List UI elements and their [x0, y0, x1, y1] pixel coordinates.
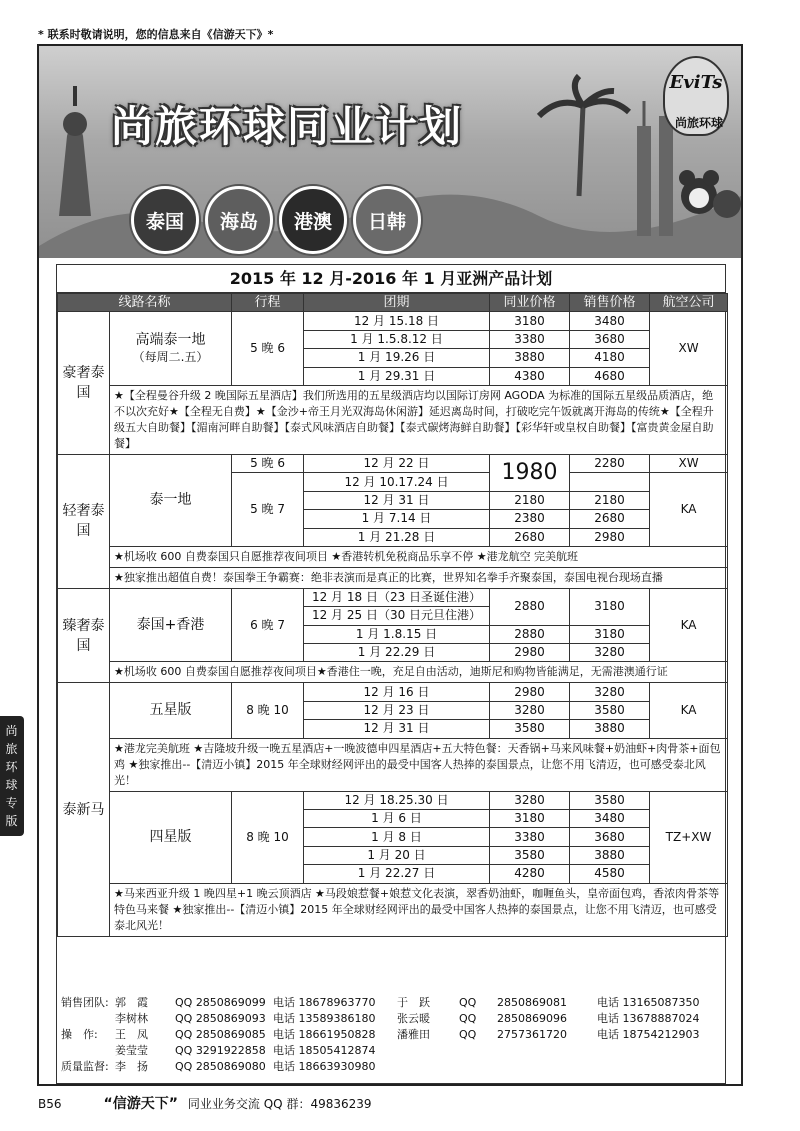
route-name: 泰国+香港	[110, 588, 232, 662]
phone: 电话 13589386180	[273, 1012, 376, 1025]
tag-japan-korea: 日韩	[353, 186, 421, 254]
sale-price: 4680	[570, 367, 650, 385]
trip-length: 8 晚 10	[232, 791, 304, 883]
qq: QQ 2850869085	[175, 1028, 266, 1041]
qq: QQ 2850869080	[175, 1060, 266, 1073]
side-tab: 尚旅环球专版	[0, 716, 24, 836]
tag-thailand: 泰国	[131, 186, 199, 254]
person: 张云暖	[397, 1012, 430, 1025]
route-note: ★独家推出超值自费！泰国拳王争霸赛：绝非表演而是真正的比赛，世界知名拳手齐聚泰国，泰国电视台现场直播	[110, 567, 728, 588]
trip-length: 5 晚 7	[232, 473, 304, 547]
airline: TZ+XW	[650, 791, 728, 883]
sale-price: 4580	[570, 865, 650, 883]
contact-row	[61, 995, 721, 1011]
trade-price: 2980	[490, 683, 570, 701]
trade-price: 2880	[490, 588, 570, 625]
route-title: 高端泰一地	[135, 331, 206, 348]
note-row	[58, 738, 728, 791]
trade-price: 2880	[490, 625, 570, 643]
trade-price: 3280	[490, 701, 570, 719]
trade-price: 2380	[490, 510, 570, 528]
sale-price: 2280	[570, 454, 650, 472]
phone: 电话 18663930980	[273, 1060, 376, 1073]
tag-hk-macau: 港澳	[279, 186, 347, 254]
col-route: 线路名称	[58, 294, 232, 312]
role: 操 作:	[61, 1028, 98, 1041]
category-label: 轻奢泰国	[58, 454, 110, 588]
route-note: ★机场收 600 自费泰国只自愿推荐夜间项目 ★香港转机免税商品乐享不停 ★港龙航空 完美航班	[110, 546, 728, 567]
airline: KA	[650, 473, 728, 547]
sale-price: 3180	[570, 625, 650, 643]
qq: 2757361720	[497, 1028, 567, 1041]
trade-price: 2680	[490, 528, 570, 546]
date: 1 月 1.8.15 日	[304, 625, 490, 643]
route-name	[110, 312, 232, 386]
sale-price: 3680	[570, 828, 650, 846]
table-header	[58, 294, 728, 312]
qq: 2850869081	[497, 996, 567, 1009]
role: 销售团队:	[61, 996, 109, 1009]
person: 郭 霞	[115, 996, 148, 1009]
trade-price: 4280	[490, 865, 570, 883]
date: 1 月 29.31 日	[304, 367, 490, 385]
date: 1 月 22.27 日	[304, 865, 490, 883]
route-note: ★马来西亚升级 1 晚四星+1 晚云顶酒店 ★马段娘惹餐+娘惹文化表演，翠香奶油虾，咖喱鱼头，皇帝面包鸡，香浓肉骨茶等特色马来餐 ★独家推出--【清迈小镇】2015 年全球财经网评出的最受中国客人热捧的泰国景点，让您不用飞清迈，也可感受泰北风光！	[110, 883, 728, 936]
category-label: 豪奢泰国	[58, 312, 110, 455]
sale-price: 2180	[570, 491, 650, 509]
person: 王 凤	[115, 1028, 148, 1041]
sale-price: 3880	[570, 846, 650, 864]
trip-length: 6 晚 7	[232, 588, 304, 662]
person: 潘雅田	[397, 1028, 430, 1041]
qq-label: QQ	[459, 1012, 477, 1025]
sale-price: 3180	[570, 588, 650, 625]
contact-row	[61, 1011, 721, 1027]
airline: XW	[650, 454, 728, 472]
date: 12 月 23 日	[304, 701, 490, 719]
brand-name: “信游天下”	[103, 1096, 178, 1112]
category-label: 泰新马	[58, 683, 110, 936]
route-note: ★港龙完美航班 ★吉隆坡升级一晚五星酒店+一晚波德申四星酒店+五大特色餐：天香锅+马来风味餐+奶油虾+肉骨茶+面包鸡 ★独家推出--【清迈小镇】2015 年全球财经网评出的最受中国客人热捧的泰国景点，让您不用飞清迈，也可感受泰北风光！	[110, 738, 728, 791]
banner	[39, 46, 741, 258]
trade-price: 1980	[490, 454, 570, 491]
sale-price: 3480	[570, 810, 650, 828]
date: 12 月 31 日	[304, 491, 490, 509]
qq: 2850869096	[497, 1012, 567, 1025]
trade-price: 3180	[490, 810, 570, 828]
brand-logo	[663, 56, 729, 136]
logo-text-cn: 尚旅环球	[674, 116, 723, 130]
table-row	[58, 791, 728, 809]
trip-length: 5 晚 6	[232, 312, 304, 386]
date: 1 月 1.5.8.12 日	[304, 330, 490, 348]
plan-title: 2015 年 12 月-2016 年 1 月亚洲产品计划	[57, 265, 725, 293]
date: 1 月 8 日	[304, 828, 490, 846]
route-name: 泰一地	[110, 454, 232, 546]
date: 12 月 10.17.24 日	[304, 473, 490, 491]
date: 12 月 18 日（23 日圣诞住港）	[304, 588, 490, 606]
person: 于 跃	[397, 996, 430, 1009]
qq-label: QQ	[459, 996, 477, 1009]
person: 姜莹莹	[115, 1044, 148, 1057]
tag-island: 海岛	[205, 186, 273, 254]
table-row	[58, 683, 728, 701]
trade-price: 2980	[490, 644, 570, 662]
top-note: * 联系时敬请说明，您的信息来自《信游天下》*	[38, 28, 274, 41]
banner-title: 尚旅环球同业计划	[111, 102, 464, 151]
sale-price: 3880	[570, 720, 650, 738]
contact-row	[61, 1059, 721, 1075]
phone: 电话 18678963770	[273, 996, 376, 1009]
note-row	[58, 546, 728, 567]
sale-price: 3280	[570, 683, 650, 701]
phone: 电话 18661950828	[273, 1028, 376, 1041]
table-row	[58, 312, 728, 330]
route-note: ★【全程曼谷升级 2 晚国际五星酒店】我们所选用的五星级酒店均以国际订房网 AGODA 为标准的国际五星级品质酒店，绝不以次充好★【全程无自费】★【金沙+帝王月光双海岛休闲游】延迟离岛时间，打破吃完午饭就离开海岛的传统★【全程升级五大自助餐】【湄南河畔自助餐】【泰式风味酒店自助餐】【泰式碳烤海鲜自助餐】【彩华轩或皇权自助餐】【富贵黄金屋自助餐】	[110, 385, 728, 454]
person: 李 扬	[115, 1060, 148, 1073]
airline: KA	[650, 683, 728, 738]
trade-price: 3380	[490, 330, 570, 348]
col-date: 团期	[304, 294, 490, 312]
trip-length: 5 晚 6	[232, 454, 304, 472]
trade-price: 3580	[490, 846, 570, 864]
page-number: B56	[38, 1097, 62, 1111]
col-airline: 航空公司	[650, 294, 728, 312]
table-row	[58, 588, 728, 606]
category-label: 臻奢泰国	[58, 588, 110, 683]
sale-price	[570, 473, 650, 491]
date: 12 月 31 日	[304, 720, 490, 738]
col-sale-price: 销售价格	[570, 294, 650, 312]
page-frame	[37, 44, 743, 1086]
sale-price: 3680	[570, 330, 650, 348]
note-row	[58, 662, 728, 683]
sale-price: 3480	[570, 312, 650, 330]
note-row	[58, 883, 728, 936]
trip-length: 8 晚 10	[232, 683, 304, 738]
date: 1 月 6 日	[304, 810, 490, 828]
airline: KA	[650, 588, 728, 662]
table-row	[58, 454, 728, 472]
contact-row	[61, 1043, 721, 1059]
note-row	[58, 385, 728, 454]
date: 12 月 25 日（30 日元旦住港）	[304, 607, 490, 625]
airline: XW	[650, 312, 728, 386]
date: 12 月 16 日	[304, 683, 490, 701]
product-plan	[56, 264, 726, 1084]
qq: QQ 2850869099	[175, 996, 266, 1009]
date: 1 月 19.26 日	[304, 349, 490, 367]
trade-price: 2180	[490, 491, 570, 509]
route-note: ★机场收 600 自费泰国自愿推荐夜间项目★香港住一晚，充足自由活动，迪斯尼和购物皆能满足，无需港澳通行证	[110, 662, 728, 683]
trade-price: 3380	[490, 828, 570, 846]
sale-price: 3580	[570, 701, 650, 719]
trade-price: 3180	[490, 312, 570, 330]
date: 1 月 21.28 日	[304, 528, 490, 546]
date: 1 月 20 日	[304, 846, 490, 864]
phone: 电话 18505412874	[273, 1044, 376, 1057]
sale-price: 2980	[570, 528, 650, 546]
role: 质量监督:	[61, 1060, 109, 1073]
trade-price: 4380	[490, 367, 570, 385]
sale-price: 3280	[570, 644, 650, 662]
trade-price: 3580	[490, 720, 570, 738]
team-contacts	[61, 995, 721, 1075]
route-sub: （每周二.五）	[132, 349, 209, 364]
phone: 电话 13165087350	[597, 996, 700, 1009]
date: 1 月 22.29 日	[304, 644, 490, 662]
trade-price: 3280	[490, 791, 570, 809]
phone: 电话 18754212903	[597, 1028, 700, 1041]
note-row	[58, 567, 728, 588]
footer-text: 同业业务交流 QQ 群：49836239	[187, 1097, 372, 1111]
date: 12 月 15.18 日	[304, 312, 490, 330]
route-name: 五星版	[110, 683, 232, 738]
logo-text-en: EviTs	[669, 72, 723, 93]
date: 12 月 18.25.30 日	[304, 791, 490, 809]
col-trade-price: 同业价格	[490, 294, 570, 312]
route-name: 四星版	[110, 791, 232, 883]
col-trip: 行程	[232, 294, 304, 312]
person: 李树林	[115, 1012, 148, 1025]
contact-row	[61, 1027, 721, 1043]
trade-price: 3880	[490, 349, 570, 367]
phone: 电话 13678887024	[597, 1012, 700, 1025]
date: 1 月 7.14 日	[304, 510, 490, 528]
sale-price: 4180	[570, 349, 650, 367]
qq: QQ 2850869093	[175, 1012, 266, 1025]
qq: QQ 3291922858	[175, 1044, 266, 1057]
price-table	[57, 293, 728, 937]
date: 12 月 22 日	[304, 454, 490, 472]
sale-price: 2680	[570, 510, 650, 528]
footer	[38, 1093, 372, 1113]
qq-label: QQ	[459, 1028, 477, 1041]
sale-price: 3580	[570, 791, 650, 809]
